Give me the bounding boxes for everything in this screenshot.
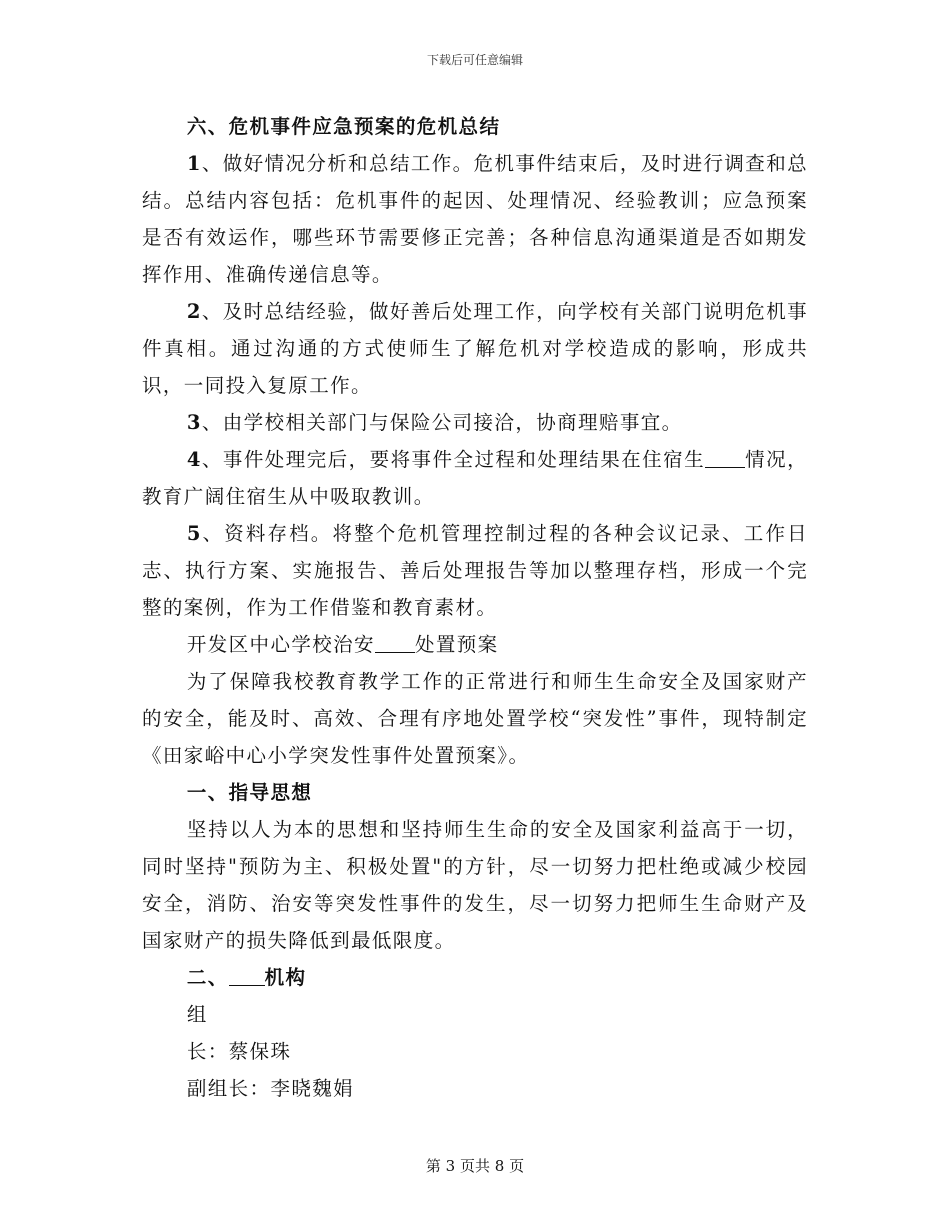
section-6-item-5 [142, 515, 808, 626]
item-text: 、资料存档。将整个危机管理控制过程的各种会议记录、工作日志、执行方案、实施报告、善后处理报告等加以整理存档，形成一个完整的案例，作为工作借鉴和教育素材。 [142, 522, 808, 619]
item-number: 3 [186, 411, 202, 434]
item-number: 4 [186, 448, 202, 471]
page-header-note: 下载后可任意编辑 [426, 53, 523, 67]
section-2-title-after-blank: 机构 [264, 966, 307, 989]
plan-intro: 为了保障我校教育教学工作的正常进行和师生生命安全及国家财产的安全，能及时、高效、合理有序地处置学校“突发性”事件，现特制定《田家峪中心小学突发性事件处置预案》。 [142, 670, 808, 767]
item-text: 、由学校相关部门与保险公司接洽，协商理赔事宜。 [201, 411, 683, 434]
section-2-title-before-blank: 二、 [186, 966, 229, 989]
document-body [142, 108, 808, 1107]
page-footer-number: 第 3 页共 8 页 [425, 1157, 525, 1175]
fill-in-blank [705, 448, 745, 469]
section-1-body: 坚持以人为本的思想和坚持师生生命的安全及国家利益高于一切，同时坚持"预防为主、积极处置"的方针，尽一切努力把杜绝或减少校园安全，消防、治安等突发性事件的发生，尽一切努力把师生生命财产及国家财产的损失降低到最低限度。 [142, 818, 808, 952]
item-text: 、及时总结经验，做好善后处理工作，向学校有关部门说明危机事件真相。通过沟通的方式使师生了解危机对学校造成的影响，形成共识，一同投入复原工作。 [142, 300, 808, 397]
org-line-leader: 长：蔡保珠 [186, 1040, 292, 1063]
item-text-before-blank: 、事件处理完后，要将事件全过程和处理结果在住宿生 [201, 448, 706, 471]
item-number: 5 [186, 522, 202, 545]
fill-in-blank [229, 966, 265, 987]
item-text: 、做好情况分析和总结工作。危机事件结束后，及时进行调查和总结。总结内容包括：危机事件的起因、处理情况、经验教训；应急预案是否有效运作，哪些环节需要修正完善；各种信息沟通渠道是否如期发挥作用、准确传递信息等。 [142, 152, 808, 286]
item-number: 1 [186, 152, 202, 175]
plan-title-after-blank: 处置预案 [414, 633, 499, 656]
plan-title-before-blank: 开发区中心学校治安 [186, 633, 375, 656]
section-6-item-3 [142, 404, 808, 441]
org-line-deputy: 副组长：李晓魏娟 [186, 1077, 355, 1100]
section-6-item-1 [142, 145, 808, 293]
org-line-zu: 组 [186, 1003, 208, 1026]
section-6-item-2 [142, 293, 808, 404]
section-2-heading [142, 959, 808, 996]
fill-in-blank [375, 633, 415, 654]
section-6-item-4 [142, 441, 808, 515]
plan-title [142, 626, 808, 663]
item-number: 2 [186, 300, 202, 323]
section-1-heading: 一、指导思想 [186, 781, 313, 804]
section-6-heading: 六、危机事件应急预案的危机总结 [186, 115, 501, 138]
item-text-after-blank: 情况，教育广阔住宿生从中吸取教训。 [142, 448, 808, 508]
